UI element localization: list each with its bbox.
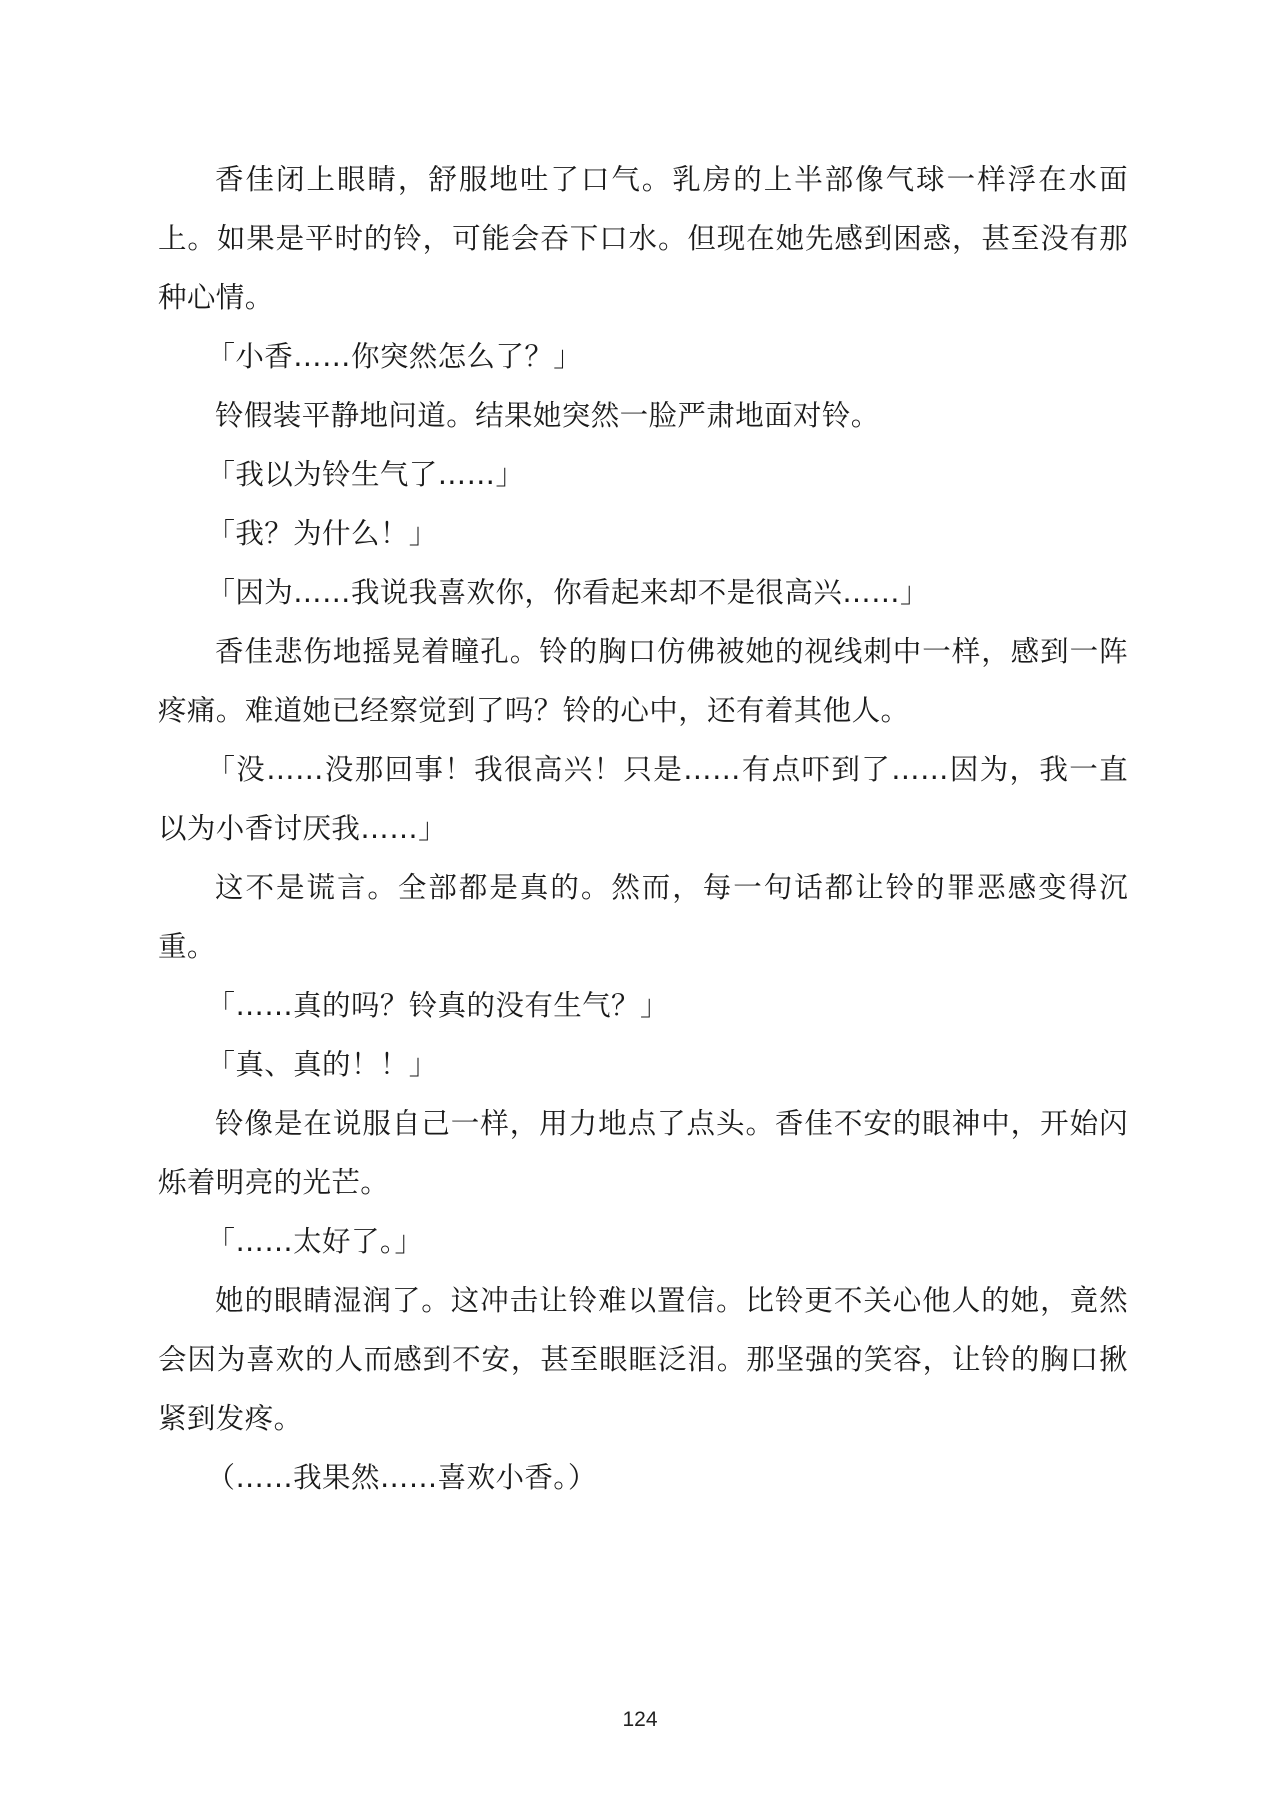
dialogue-line: 「因为……我说我喜欢你，你看起来却不是很高兴……」: [206, 576, 929, 609]
paragraph: 香佳闭上眼睛，舒服地吐了口气。乳房的上半部像气球一样浮在水面上。如果是平时的铃，可能会吞下口水。但现在她先感到困惑，甚至没有那种心情。: [158, 163, 1128, 314]
inner-thought-line: （……我果然……喜欢小香。）: [206, 1461, 597, 1494]
paragraph: 铃像是在说服自己一样，用力地点了点头。香佳不安的眼神中，开始闪烁着明亮的光芒。: [158, 1107, 1128, 1199]
body-text: [158, 150, 1128, 1507]
page-number: 124: [622, 1708, 658, 1731]
dialogue-line: 「小香……你突然怎么了？」: [206, 340, 583, 373]
paragraph: 她的眼睛湿润了。这冲击让铃难以置信。比铃更不关心他人的她，竟然会因为喜欢的人而感到不安，甚至眼眶泛泪。那坚强的笑容，让铃的胸口揪紧到发疼。: [158, 1284, 1128, 1435]
paragraph: 这不是谎言。全部都是真的。然而，每一句话都让铃的罪恶感变得沉重。: [158, 871, 1128, 963]
dialogue-line: 「真、真的！！」: [206, 1048, 438, 1081]
paragraph: 香佳悲伤地摇晃着瞳孔。铃的胸口仿佛被她的视线刺中一样，感到一阵疼痛。难道她已经察觉到了吗？铃的心中，还有着其他人。: [158, 635, 1128, 727]
dialogue-line: 「……真的吗？铃真的没有生气？」: [206, 989, 669, 1022]
dialogue-line: 「没……没那回事！我很高兴！只是……有点吓到了……因为，我一直以为小香讨厌我……」: [158, 753, 1128, 845]
paragraph: 铃假装平静地问道。结果她突然一脸严肃地面对铃。: [215, 399, 880, 432]
dialogue-line: 「我？为什么！」: [206, 517, 438, 550]
dialogue-line: 「……太好了。」: [206, 1225, 424, 1258]
dialogue-line: 「我以为铃生气了……」: [206, 458, 525, 491]
